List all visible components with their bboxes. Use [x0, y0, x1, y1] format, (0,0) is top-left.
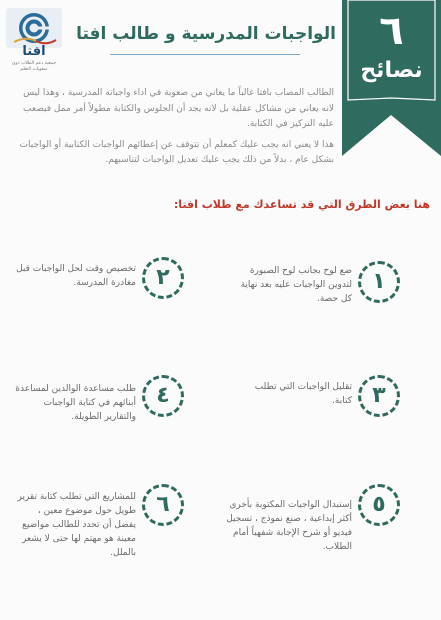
tips-subheading: هنا بعض الطرق التي قد تساعدك مع طلاب افتا:: [173, 198, 430, 211]
tip-text-4: طلب مساعدة الوالدين لمساعدة أبنائهم في كتابة الواجبات والتقارير الطويلة.: [15, 384, 136, 422]
tip-text-3: تقليل الواجبات التي تطلب كتابة.: [254, 382, 352, 406]
intro-paragraph-2: هذا لا يعني انه يجب عليك كمعلم أن تتوقف عن إعطائهم الواجبات الكتابية أو الواجبات بشكل عام ، بدلاً من ذلك يجب عليك تعديل الواجبات لتناسبهم.: [19, 139, 334, 165]
tip-text-6: للمشاريع التي تطلب كتابة تقرير طويل حول موضوع معين ، يفضل أن تحدد للطالب مواضيع معينة هو مهتم لها حتى لا يشعر بالملل.: [17, 492, 136, 558]
ribbon-number: ٦: [379, 8, 404, 54]
tip-number-4: ٤: [142, 375, 184, 417]
tip-text-5: إستبدال الواجبات المكتوبة بأخرى أكثر إبداعية ، صنع نموذج ، تسجيل فيديو أو شرح الإجابة شفهياً أمام الطلاب.: [226, 500, 352, 552]
logo-swirl-icon: [6, 8, 62, 48]
title-divider: [110, 54, 300, 55]
intro-text: [12, 86, 334, 174]
tip-number-6: ٦: [142, 484, 184, 526]
logo-wordmark: افتا: [22, 44, 46, 59]
intro-paragraph-1: الطالب المصاب بافتا غالباً ما يعاني من صعوبة في اداء واجباته المدرسية ، وهذا ليس لانه يعاني من مشاكل عقلية بل لانه يجد أن الجلوس والكتابة مطولاً أمر ممل فيصعب عليه التركيز في الكتابة.: [23, 88, 334, 129]
logo-subtitle: جمعية دعم الطلاب ذوي صعوبات التعلم: [11, 61, 57, 72]
tip-text-2: تخصيص وقت لحل الواجبات قبل مغادرة المدرسة.: [16, 264, 136, 288]
tip-number-3: ٣: [358, 375, 400, 417]
ribbon-word: نصائح: [360, 58, 423, 83]
tip-number-5: ٥: [358, 484, 400, 526]
tip-number-2: ٢: [142, 257, 184, 299]
page-title: الواجبات المدرسية و طالب افتا: [76, 24, 336, 44]
tip-text-1: ضع لوح بجانب لوح الصبورة لتدوين الواجبات عليه بعد نهاية كل حصة.: [240, 266, 352, 304]
tip-number-1: ١: [358, 261, 400, 303]
